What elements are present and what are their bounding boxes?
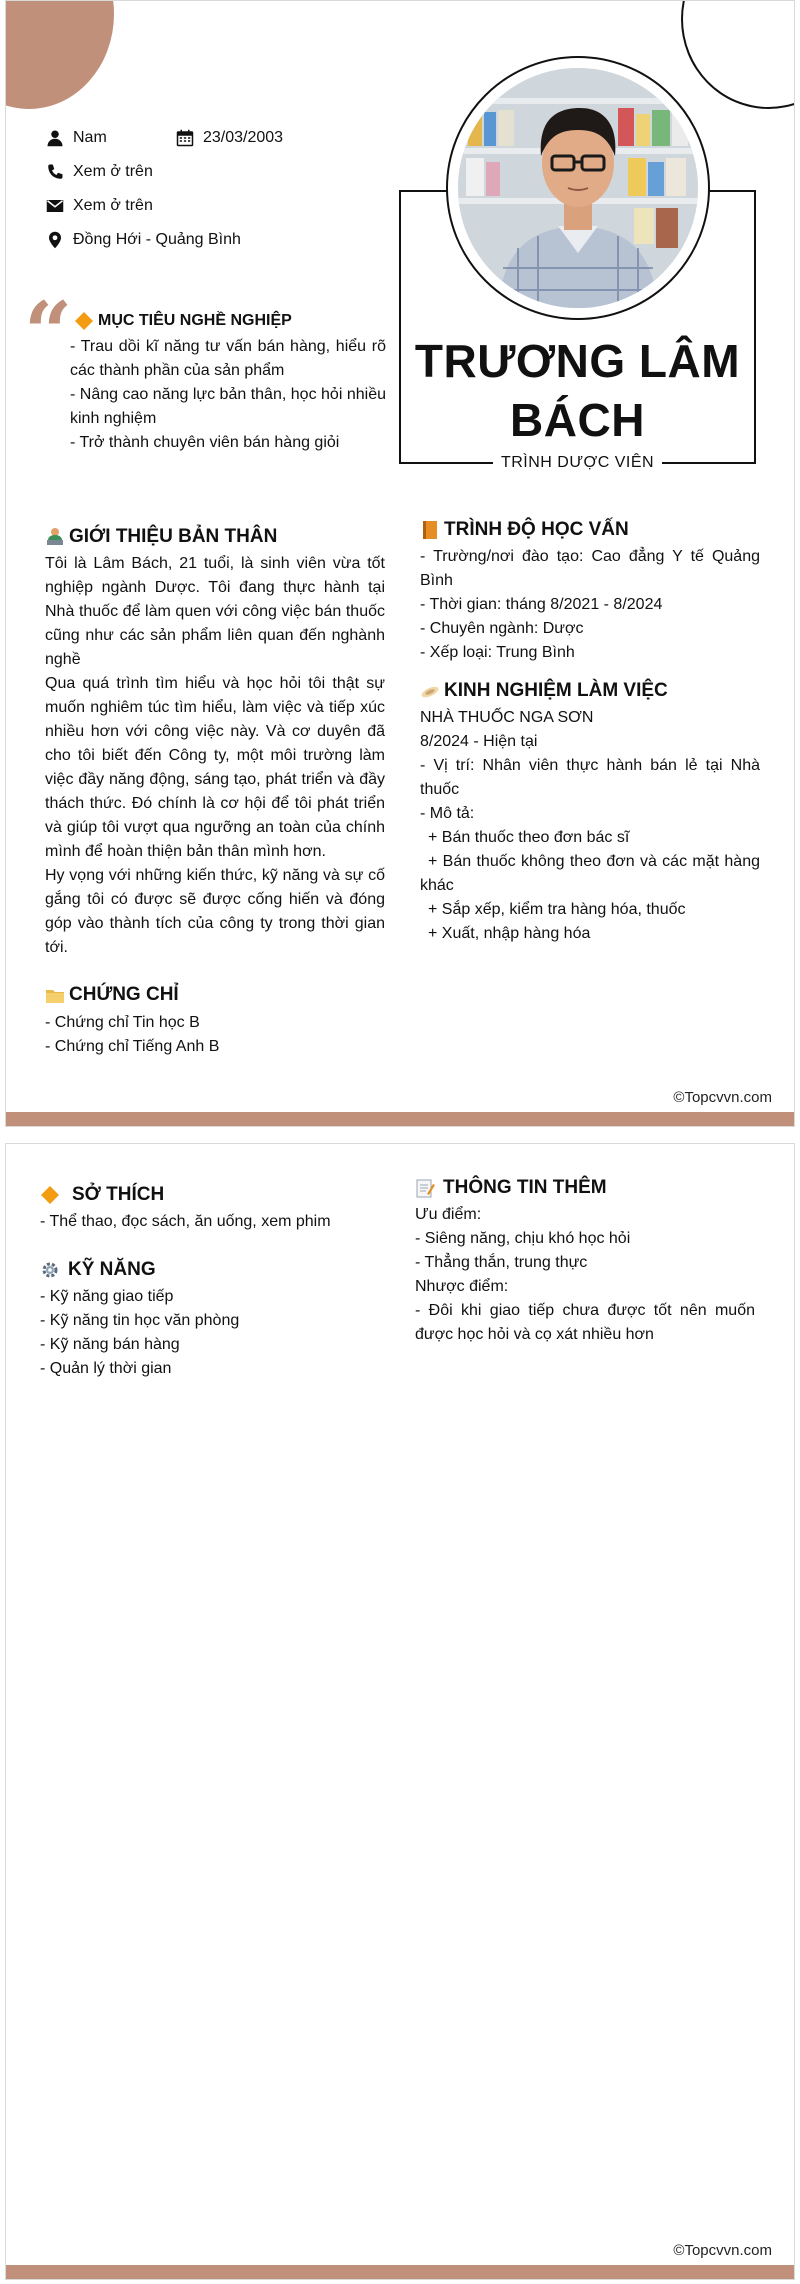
dob-row [176, 129, 283, 147]
phone-icon [46, 163, 64, 181]
memo-icon [415, 1178, 435, 1198]
hobby-item: - Thể thao, đọc sách, ăn uống, xem phim [40, 1213, 331, 1230]
intro-title: GIỚI THIỆU BẢN THÂN [45, 526, 277, 548]
strength-item: - Siêng năng, chịu khó học hỏi [415, 1230, 631, 1247]
dob-value: 23/03/2003 [203, 129, 284, 146]
experience-desc-label: - Mô tả: [420, 805, 475, 822]
mail-icon [46, 197, 64, 215]
certificates-title: CHỨNG CHỈ [45, 984, 179, 1006]
skill-item: - Kỹ năng giao tiếp [40, 1288, 174, 1305]
objective-item: - Trau dồi kĩ năng tư vấn bán hàng, hiểu rõ các thành phần của sản phẩm [70, 338, 386, 379]
book-icon [420, 520, 440, 540]
experience-role: - Vị trí: Nhân viên thực hành bán lẻ tại Nhà thuốc [420, 757, 760, 798]
footer-brand: ©Topcvvn.com [673, 2242, 772, 2259]
footer-brand: ©Topcvvn.com [673, 1089, 772, 1106]
experience-content [420, 706, 760, 946]
skill-item: - Kỹ năng bán hàng [40, 1336, 180, 1353]
experience-company: NHÀ THUỐC NGA SƠN [420, 709, 594, 726]
objective-title: MỤC TIÊU NGHỀ NGHIỆP [74, 311, 292, 331]
weakness-item: - Đôi khi giao tiếp chưa được tốt nên muốn được học hỏi và cọ xát nhiều hơn [415, 1302, 755, 1343]
objective-content [70, 335, 386, 455]
avatar [458, 68, 698, 308]
full-name: TRƯƠNG LÂM BÁCH [414, 335, 741, 446]
address-row [46, 231, 241, 249]
hobbies-title: SỞ THÍCH [40, 1184, 164, 1206]
objective-item: - Nâng cao năng lực bản thân, học hỏi nhiều kinh nghiệm [70, 386, 386, 427]
phone-value: Xem ở trên [73, 163, 153, 180]
experience-task: + Bán thuốc không theo đơn và các mặt hàng khác [420, 853, 760, 894]
experience-period: 8/2024 - Hiện tại [420, 733, 538, 750]
skill-item: - Kỹ năng tin học văn phòng [40, 1312, 240, 1329]
person-icon [46, 129, 64, 147]
diamond-icon [40, 1185, 60, 1205]
calendar-icon [176, 129, 194, 147]
job-title: TRÌNH DƯỢC VIÊN [401, 454, 754, 472]
education-item: - Trường/nơi đào tạo: Cao đẳng Y tế Quảng Bình [420, 548, 760, 589]
experience-title: KINH NGHIỆM LÀM VIỆC [420, 680, 668, 702]
intro-paragraph: Hy vọng với những kiến thức, kỹ năng và sự cố gắng tôi có được sẽ được cống hiến và đóng góp vào thành tích của công ty trong thời gian tới. [45, 867, 385, 956]
decorative-ring [681, 0, 795, 109]
full-name-sr [0, 0, 1, 1]
footer-bar [6, 1112, 794, 1126]
person-laptop-icon [45, 527, 65, 547]
gear-icon [40, 1260, 60, 1280]
intro-paragraph: Tôi là Lâm Bách, 21 tuổi, là sinh viên vừa tốt nghiệp ngành Dược. Tôi đang thực hành tại Nhà thuốc để làm quen với công việc bán thuốc cũng như các sản phẩm liên quan đến nghành nghề [45, 555, 385, 668]
diamond-icon [74, 311, 94, 331]
skills-title: KỸ NĂNG [40, 1259, 156, 1281]
skills-content [40, 1285, 380, 1381]
experience-task: + Xuất, nhập hàng hóa [428, 925, 591, 942]
location-icon [46, 231, 64, 249]
education-title: TRÌNH ĐỘ HỌC VẤN [420, 519, 629, 541]
gender-row [46, 129, 107, 147]
phone-row [46, 163, 153, 181]
more-info-title: THÔNG TIN THÊM [415, 1177, 607, 1199]
email-value: Xem ở trên [73, 197, 153, 214]
intro-paragraph: Qua quá trình tìm hiểu và học hỏi tôi thật sự muốn nghiêm túc tìm hiểu, làm việc và tiếp xúc nhiều hơn với công việc này. Và cơ duyên đã cho tôi biết đến Công ty, một môi trường làm việc đầy năng động, sáng tạo, phát triển và đầy thách thức. Đó chính là cơ hội để tôi phát triển và giúp tôi vượt qua ngưỡng an toàn của chính mình để hoàn thiện bản thân mình hơn. [45, 675, 385, 860]
avatar-frame [446, 56, 710, 320]
certificate-item: - Chứng chỉ Tin học B [45, 1014, 200, 1031]
certificate-item: - Chứng chỉ Tiếng Anh B [45, 1038, 220, 1055]
footer-bar [6, 2265, 794, 2279]
experience-task: + Sắp xếp, kiểm tra hàng hóa, thuốc [428, 901, 686, 918]
objective-item: - Trở thành chuyên viên bán hàng giỏi [70, 434, 340, 451]
cv-page-2 [5, 1143, 795, 2280]
education-item: - Chuyên ngành: Dược [420, 620, 584, 637]
email-row [46, 197, 153, 215]
address-value: Đồng Hới - Quảng Bình [73, 231, 241, 248]
intro-content [45, 552, 385, 960]
briefcase-icon [420, 681, 440, 701]
strengths-label: Ưu điểm: [415, 1206, 482, 1223]
certificates-content [45, 1011, 385, 1059]
decorative-circle [5, 0, 114, 109]
education-item: - Thời gian: tháng 8/2021 - 8/2024 [420, 596, 663, 613]
cv-page-1 [5, 0, 795, 1127]
avatar-photo [458, 68, 698, 308]
more-info-content [415, 1203, 755, 1347]
weaknesses-label: Nhược điểm: [415, 1278, 509, 1295]
education-content [420, 545, 760, 665]
education-item: - Xếp loại: Trung Bình [420, 644, 575, 661]
experience-task: + Bán thuốc theo đơn bác sĩ [428, 829, 630, 846]
gender-value: Nam [73, 129, 107, 146]
hobbies-content [40, 1210, 380, 1234]
skill-item: - Quản lý thời gian [40, 1360, 172, 1377]
strength-item: - Thẳng thắn, trung thực [415, 1254, 588, 1271]
quote-icon: “ [24, 283, 73, 382]
folder-icon [45, 985, 65, 1005]
